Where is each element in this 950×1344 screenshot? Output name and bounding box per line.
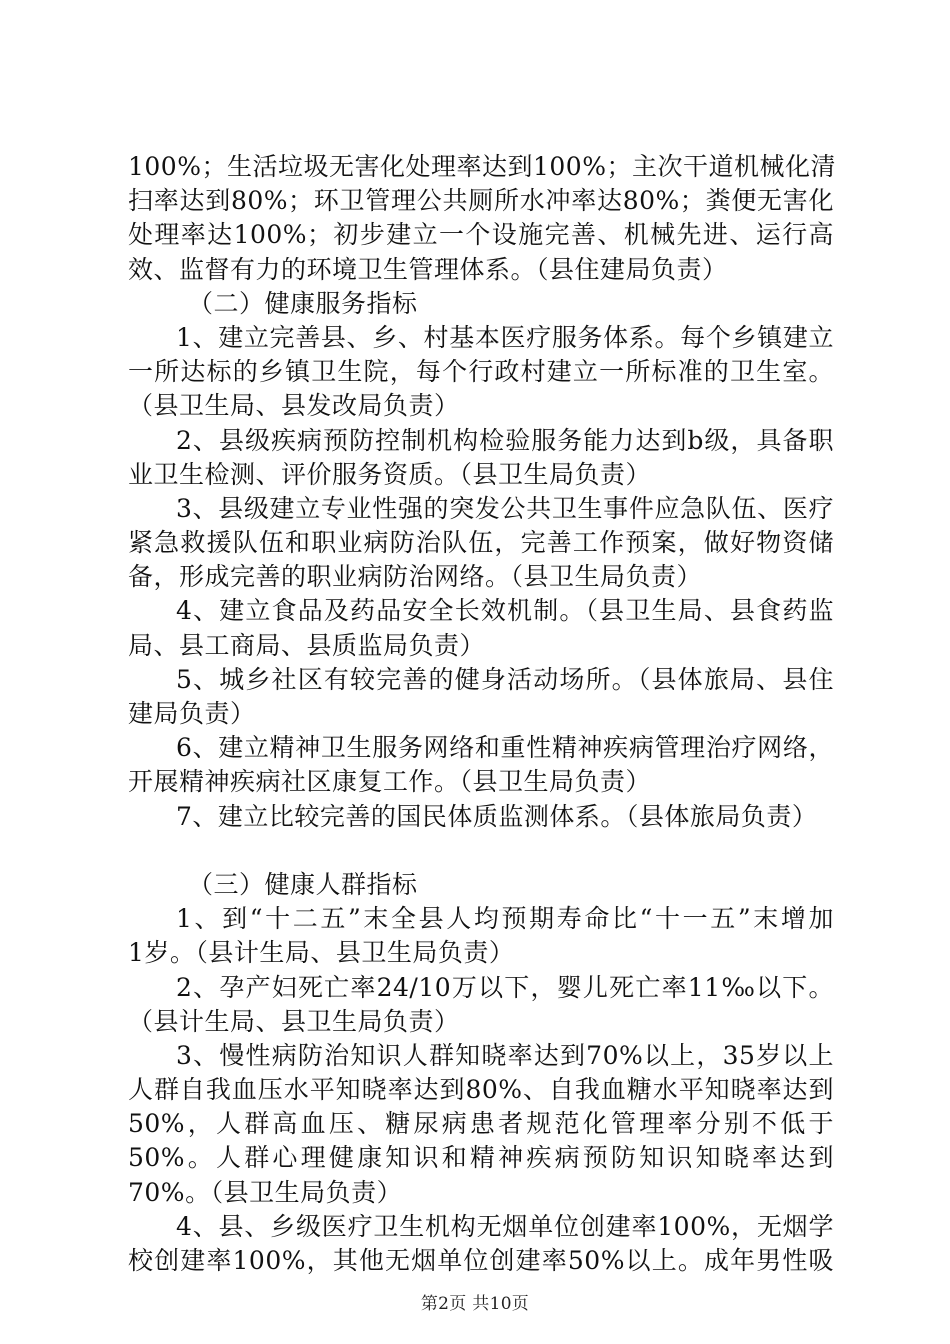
paragraph-line: 紧急救援队伍和职业病防治队伍，完善工作预案，做好物资储 [128, 528, 834, 558]
document-body [128, 150, 834, 1278]
paragraph-line: 一所达标的乡镇卫生院，每个行政村建立一所标准的卫生室。 [128, 357, 834, 387]
paragraph-line: 开展精神疾病社区康复工作。（县卫生局负责） [128, 767, 652, 797]
paragraph-line: 局、县工商局、县质监局负责） [128, 630, 486, 660]
section-heading: （二）健康服务指标 [188, 288, 418, 318]
paragraph-line: 1岁。（县计生局、县卫生局负责） [128, 938, 515, 968]
paragraph-line: 备，形成完善的职业病防治网络。（县卫生局负责） [128, 562, 703, 592]
paragraph-line: 1、建立完善县、乡、村基本医疗服务体系。每个乡镇建立 [176, 322, 834, 352]
section-heading: （三）健康人群指标 [188, 869, 418, 899]
paragraph-line: （县计生局、县卫生局负责） [128, 1006, 460, 1036]
paragraph-line: 效、监督有力的环境卫生管理体系。（县住建局负责） [128, 254, 728, 284]
paragraph-line: 3、县级建立专业性强的突发公共卫生事件应急队伍、医疗 [176, 493, 834, 523]
paragraph-line: 建局负责） [128, 699, 256, 728]
paragraph-line: 6、建立精神卫生服务网络和重性精神疾病管理治疗网络， [176, 733, 834, 763]
paragraph-line: 业卫生检测、评价服务资质。（县卫生局负责） [128, 459, 652, 489]
blank-line [128, 834, 834, 868]
paragraph-line: 人群自我血压水平知晓率达到80%、自我血糖水平知晓率达到 [128, 1075, 834, 1105]
paragraph-line: 70%。（县卫生局负责） [128, 1177, 403, 1207]
paragraph-line: 3、慢性病防治知识人群知晓率达到70%以上，35岁以上 [176, 1040, 834, 1070]
paragraph-line: （县卫生局、县发改局负责） [128, 391, 460, 421]
paragraph-line: 100%；生活垃圾无害化处理率达到100%；主次干道机械化清 [128, 152, 836, 181]
paragraph-line: 2、孕产妇死亡率24/10万以下，婴儿死亡率11‰以下。 [176, 972, 834, 1002]
paragraph-line: 5、城乡社区有较完善的健身活动场所。（县体旅局、县住 [176, 664, 834, 694]
paragraph-line: 7、建立比较完善的国民体质监测体系。（县体旅局负责） [176, 801, 818, 831]
paragraph-line: 4、县、乡级医疗卫生机构无烟单位创建率100%，无烟学 [176, 1211, 834, 1241]
paragraph-line: 50%。人群心理健康知识和精神疾病预防知识知晓率达到 [128, 1143, 834, 1173]
paragraph-line: 2、县级疾病预防控制机构检验服务能力达到b级，具备职 [176, 425, 834, 455]
paragraph-line: 扫率达到80%；环卫管理公共厕所水冲率达80%；粪便无害化 [128, 186, 834, 216]
paragraph-line: 1、到“十二五”末全县人均预期寿命比“十一五”末增加 [176, 904, 834, 934]
paragraph-line: 校创建率100%，其他无烟单位创建率50%以上。成年男性吸 [128, 1246, 834, 1275]
paragraph-line: 50%，人群高血压、糖尿病患者规范化管理率分别不低于 [128, 1109, 834, 1139]
page-footer: 第2页 共10页 [420, 1294, 530, 1314]
paragraph-line: 4、建立食品及药品安全长效机制。（县卫生局、县食药监 [176, 596, 834, 626]
paragraph-line: 处理率达100%；初步建立一个设施完善、机械先进、运行高 [128, 220, 834, 250]
